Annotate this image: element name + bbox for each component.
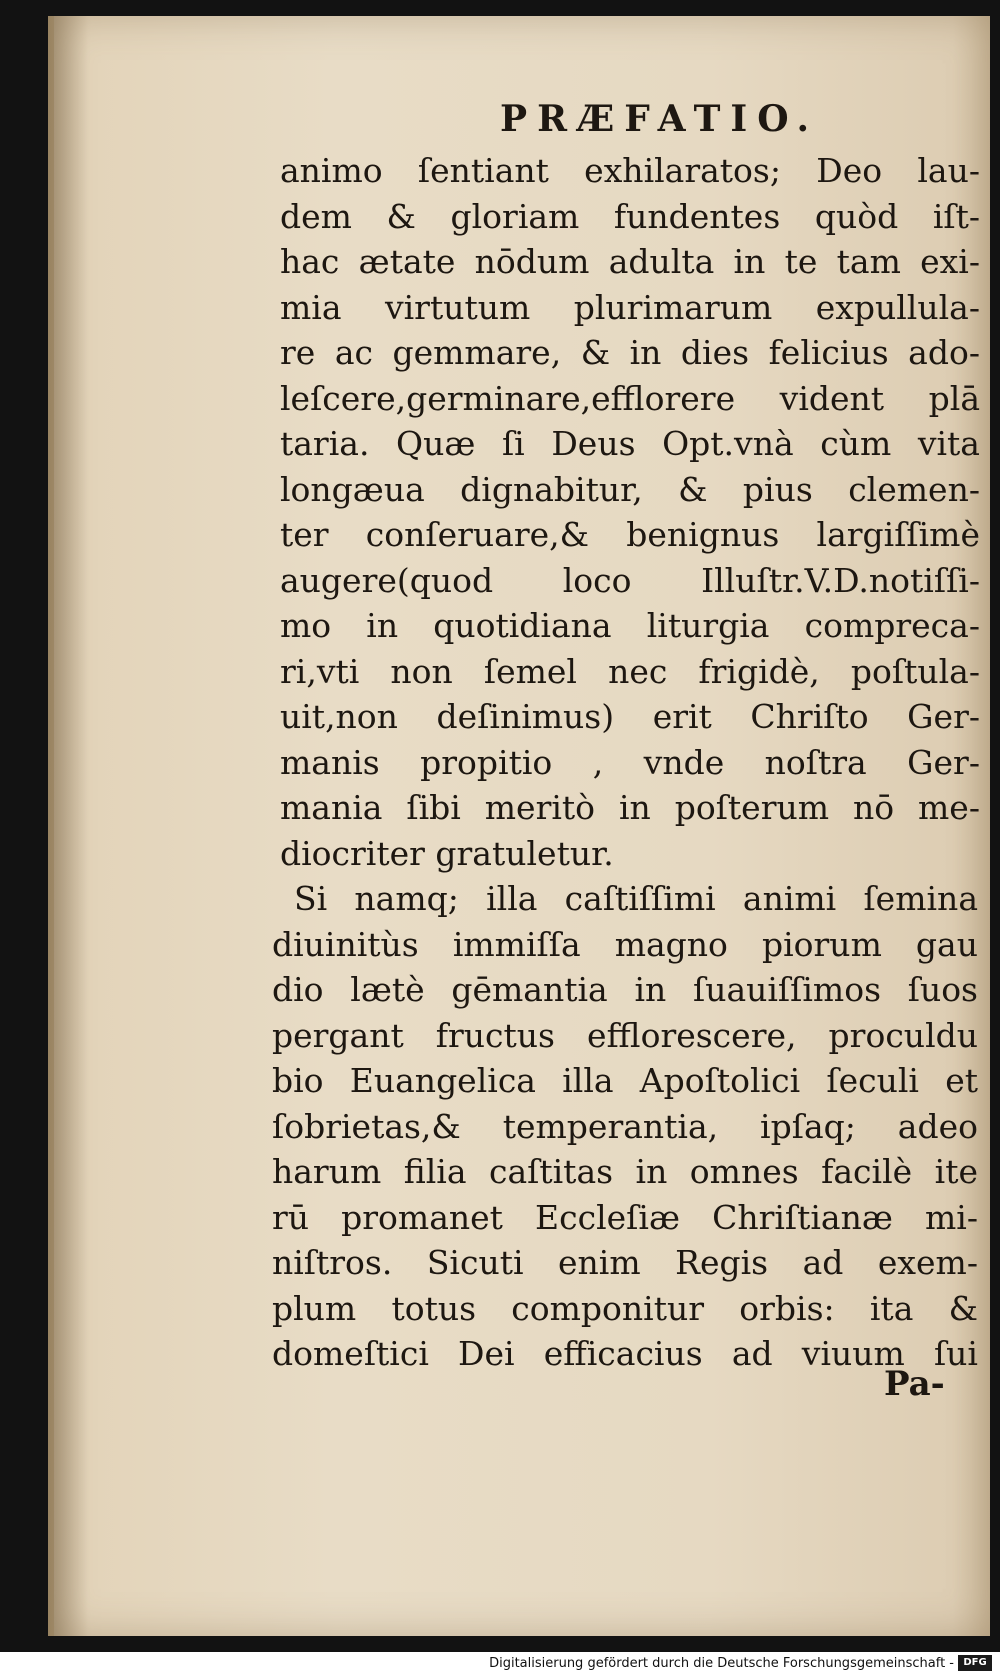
text-line: taria. Quæ ſi Deus Opt.vnà cùm vita [280,424,980,463]
text-line: dio lætè gēmantia in ſuauiſſimos ſuos [272,970,978,1009]
text-line: ri,vti non ſemel nec frigidè, poſtula- [280,651,980,691]
gutter-shadow [48,16,88,1636]
text-line: uit,non deſinimus) erit Chriſto Ger- [280,697,980,736]
text-line: plum totus componitur orbis: ita & [272,1288,978,1328]
body-text [272,148,980,1377]
text-line: Si namq; illa caſtiſſimi animi ſemina [294,879,978,918]
text-line: mo in quotidiana liturgia compreca- [280,606,980,645]
text-line: rū promanet Eccleſiæ Chriſtianæ mi- [272,1197,978,1237]
text-line: mania ſibi meritò in poſterum nō me- [280,788,980,827]
text-line: domeſtici Dei efficacius ad viuum ſui [272,1334,978,1373]
text-line: ſobrietas,& temperantia, ipſaq; adeo [272,1106,978,1146]
text-line: augere(quod loco Illuſtr.V.D.notiſſi- [280,560,980,600]
text-line: diuinitùs immiſſa magno piorum gau [272,924,978,964]
text-line: dem & gloriam fundentes quòd iſt- [280,196,980,236]
text-line: animo ſentiant exhilaratos; Deo lau- [280,151,980,190]
text-line: ter conſeruare,& benignus largiſſimè [280,515,980,554]
text-line: bio Euangelica illa Apoſtolici ſeculi et [272,1061,978,1100]
dfg-logo: DFG [958,1655,992,1671]
digitization-credit: Digitalisierung gefördert durch die Deutsche Forschungsgemeinschaft - [489,1656,954,1671]
text-line: niſtros. Sicuti enim Regis ad exem- [272,1243,978,1282]
text-line: manis propitio , vnde noſtra Ger- [280,742,980,782]
text-line: hac ætate nōdum adulta in te tam exi- [280,242,980,281]
paragraph-1 [280,148,980,876]
paragraph-2 [272,876,978,1377]
text-line: harum filia caſtitas in omnes facilè ite [272,1152,978,1191]
text-line: mia virtutum plurimarum expullula- [280,287,980,327]
text-line: longæua dignabitur, & pius clemen- [280,469,980,509]
running-head: PRÆFATIO. [500,98,820,140]
catchword: Pa- [884,1364,945,1404]
text-line: leſcere,germinare,efflorere vident plā [280,378,980,418]
text-line: pergant fructus efflorescere, proculdu [272,1015,978,1055]
text-line: diocriter gratuletur. [280,833,614,873]
text-line: re ac gemmare, & in dies felicius ado- [280,333,980,372]
